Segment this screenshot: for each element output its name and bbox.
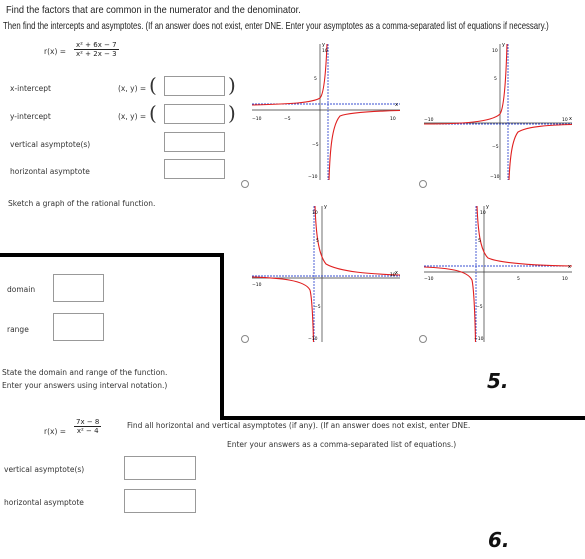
graph3-tick-xm10: −10	[252, 283, 262, 288]
graph1-tick-xm10: −10	[252, 117, 262, 122]
p5-horizontal-asymptote-label: horizontal asymptote	[10, 167, 90, 176]
graph2-curve-right	[509, 125, 572, 181]
p5-numerator: x² + 6x − 7	[76, 41, 117, 49]
graph1-tick-10: 10	[322, 49, 328, 54]
graph1-tick-x10: 10	[390, 117, 396, 122]
graph1-tick-xm5: −5	[284, 117, 291, 122]
graph4-tick-x5: 5	[517, 277, 520, 282]
sketch-label: Sketch a graph of the rational function.	[8, 199, 156, 208]
graph-option-2-radio[interactable]	[419, 180, 427, 188]
graph3-tick-10: 10	[312, 211, 318, 216]
graph3-y-label: y	[324, 204, 327, 210]
domain-label: domain	[7, 285, 36, 294]
state-domain-range-line2: Enter your answers using interval notation.)	[2, 381, 168, 390]
graph2-tick-5: 5	[494, 77, 497, 82]
graph3-tick-x10: 10	[390, 273, 396, 278]
graph3-tick-m5: −5	[314, 305, 321, 310]
graph-option-4-radio[interactable]	[419, 335, 427, 343]
problem-number-6: 6.	[488, 528, 510, 552]
graph2-tick-m10: −10	[490, 175, 500, 180]
p6-instruction-line1: Find all horizontal and vertical asymptotes (if any). (If an answer does not exist, enter DNE.	[127, 421, 471, 430]
y-intercept-input[interactable]	[164, 104, 225, 124]
graph4-tick-10: 10	[480, 211, 486, 216]
p6-horizontal-asymptote-label: horizontal asymptote	[4, 498, 84, 507]
graph-option-3-radio[interactable]	[241, 335, 249, 343]
graph-option-1[interactable]	[252, 42, 400, 180]
x-int-right-paren: )	[228, 73, 236, 97]
x-intercept-label: x-intercept	[10, 84, 51, 93]
domain-input[interactable]	[53, 274, 104, 302]
graph3-tick-m10: −10	[308, 337, 318, 342]
problem-number-5: 5.	[487, 369, 509, 393]
state-domain-range-line1: State the domain and range of the function.	[2, 368, 168, 377]
p6-fraction	[74, 418, 101, 435]
graph2-y-label: y	[502, 42, 505, 48]
y-intercept-label: y-intercept	[10, 112, 51, 121]
p5-denominator: x² + 2x − 3	[76, 50, 117, 58]
graph4-tick-m5: −5	[476, 305, 483, 310]
graph3-curve-right	[315, 206, 400, 275]
p6-instruction-line2: Enter your answers as a comma-separated list of equations.)	[227, 440, 457, 449]
p5-vertical-asymptote-input[interactable]	[164, 132, 225, 152]
graph2-curve-left	[424, 44, 507, 124]
divider-horizontal-bottom	[220, 416, 585, 420]
p6-vertical-asymptote-input[interactable]	[124, 456, 196, 480]
graph1-x-label: x	[395, 102, 398, 108]
graph2-tick-10: 10	[492, 49, 498, 54]
range-input[interactable]	[53, 313, 104, 341]
graph-option-3[interactable]	[252, 204, 400, 342]
graph4-tick-xm10: −10	[424, 277, 434, 282]
graph3-tick-5: 5	[316, 239, 319, 244]
graph-options	[250, 40, 580, 350]
p5-fraction	[74, 41, 119, 58]
graph3-x-label: x	[395, 270, 398, 276]
y-int-left-paren: (	[149, 101, 157, 125]
graph1-tick-5: 5	[314, 77, 317, 82]
graph4-y-label: y	[486, 204, 489, 210]
graph-option-4[interactable]	[424, 204, 572, 342]
graph2-tick-xm10: −10	[424, 118, 434, 123]
p5-horizontal-asymptote-input[interactable]	[164, 159, 225, 179]
x-intercept-prefix: (x, y) =	[118, 84, 147, 93]
graph2-x-label: x	[569, 116, 572, 122]
p6-numerator: 7x − 8	[76, 418, 100, 426]
p5-func-label: r(x) =	[44, 47, 67, 56]
graph1-tick-m10: −10	[308, 175, 318, 180]
graph-option-2[interactable]	[424, 42, 572, 180]
graph1-y-label: y	[322, 42, 325, 48]
instruction-line-2: Then find the intercepts and asymptotes. (If an answer does not exist, enter DNE. Enter your asymptotes as a comma-separated list of equations if necessary.)	[3, 20, 549, 32]
graph4-tick-x10: 10	[562, 277, 568, 282]
p5-vertical-asymptote-label: vertical asymptote(s)	[10, 140, 91, 149]
graph4-tick-5: 5	[478, 239, 481, 244]
y-int-right-paren: )	[228, 101, 236, 125]
p6-horizontal-asymptote-input[interactable]	[124, 489, 196, 513]
graph-option-1-radio[interactable]	[241, 180, 249, 188]
p6-denominator: x² − 4	[76, 427, 99, 435]
x-int-left-paren: (	[149, 73, 157, 97]
graph4-curve-right	[477, 206, 572, 266]
p6-vertical-asymptote-label: vertical asymptote(s)	[4, 465, 85, 474]
x-intercept-input[interactable]	[164, 76, 225, 96]
y-intercept-prefix: (x, y) =	[118, 112, 147, 121]
p6-func-label: r(x) =	[44, 427, 67, 436]
graph2-tick-x10: 10	[562, 118, 568, 123]
graph4-x-label: x	[568, 264, 571, 270]
instruction-line-1: Find the factors that are common in the numerator and the denominator.	[6, 4, 301, 16]
range-label: range	[7, 325, 29, 334]
graph4-tick-m10: −10	[474, 337, 484, 342]
divider-horizontal-top	[0, 253, 224, 257]
divider-vertical	[220, 253, 224, 420]
graph1-curve-left	[252, 44, 327, 105]
graph2-tick-m5: −5	[492, 145, 499, 150]
graph1-tick-m5: −5	[312, 143, 319, 148]
